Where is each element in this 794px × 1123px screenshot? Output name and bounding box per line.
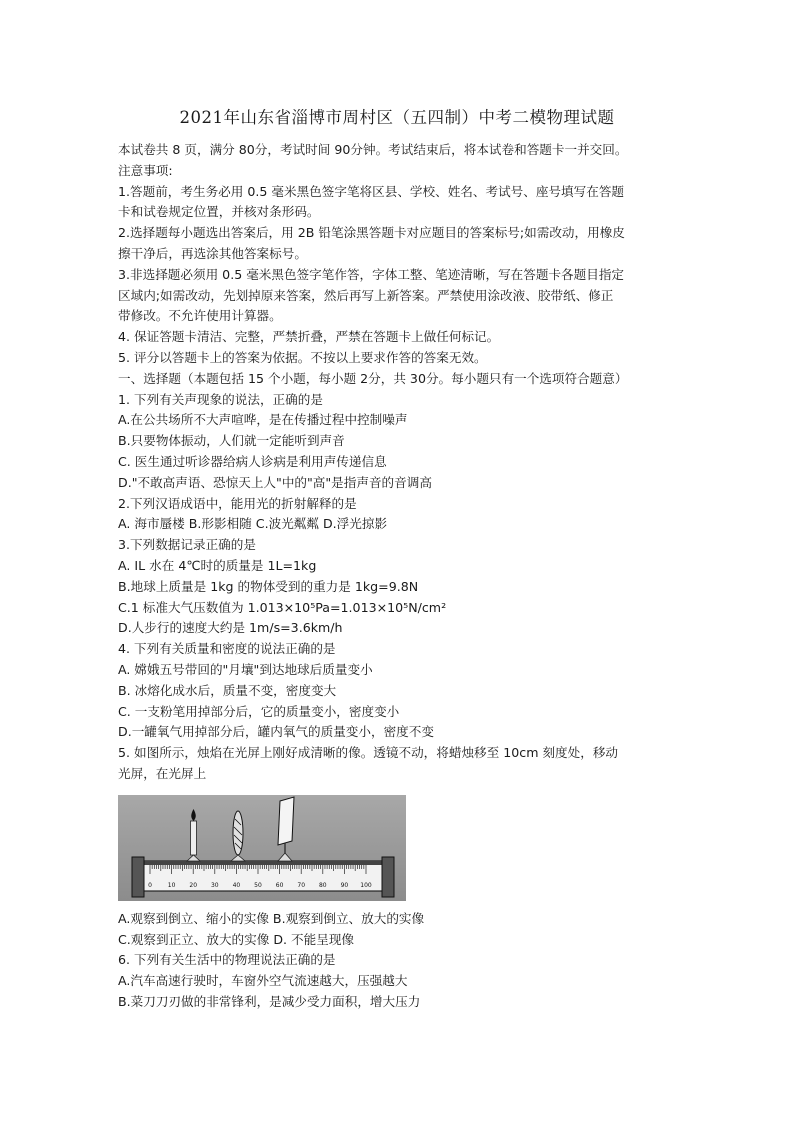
option-line: B.地球上质量是 1kg 的物体受到的重力是 1kg=9.8N [118, 578, 419, 594]
question-1: 1. 下列有关声现象的说法，正确的是 [118, 391, 323, 407]
option-line: A.在公共场所不大声喧哗，是在传播过程中控制噪声 [118, 412, 408, 428]
bench-right-support [382, 857, 394, 897]
scale-label: 10 [167, 881, 176, 889]
optical-bench-figure [118, 795, 406, 901]
question-5: 5. 如图所示，烛焰在光屏上刚好成清晰的像。透镜不动，将蜡烛移至 10cm 刻度处，移动 [118, 745, 619, 761]
text-line: 本试卷共 8 页，满分 80分，考试时间 90分钟。考试结束后，将本试卷和答题卡一并交回。 [118, 142, 628, 157]
text-line: 3.非选择题必须用 0.5 毫米黑色签字笔作答，字体工整、笔迹清晰，写在答题卡各题目指定 [118, 266, 625, 282]
bench-left-support [132, 857, 144, 897]
option-line: A. 嫦娥五号带回的"月壤"到达地球后质量变小 [118, 661, 373, 677]
question-4: 4. 下列有关质量和密度的说法正确的是 [118, 641, 336, 657]
section-heading: 一、选择题（本题包括 15 个小题，每小题 2分，共 30分。每小题只有一个选项符合题意） [118, 370, 628, 386]
text-line: 2.选择题每小题选出答案后，用 2B 铅笔涂黑答题卡对应题目的答案标号;如需改动，用橡皮 [118, 225, 625, 241]
option-line: A.观察到倒立、缩小的实像 B.观察到倒立、放大的实像 [118, 910, 425, 926]
option-line: C.1 标准大气压数值为 1.013×10⁵Pa=1.013×10⁵N/cm² [118, 599, 447, 615]
exam-title: 2021年山东省淄博市周村区（五四制）中考二模物理试题 [179, 108, 615, 127]
option-line: B.菜刀刀刃做的非常锋利，是减少受力面积，增大压力 [118, 993, 421, 1009]
option-line: A.汽车高速行驶时，车窗外空气流速越大，压强越大 [118, 973, 408, 989]
question-3: 3.下列数据记录正确的是 [118, 537, 256, 553]
bench-ruler [140, 861, 386, 891]
question-2: 2.下列汉语成语中，能用光的折射解释的是 [118, 495, 357, 511]
text-line: 1.答题前，考生务必用 0.5 毫米黑色签字笔将区县、学校、姓名、考试号、座号填写在答题 [118, 183, 625, 199]
scale-label: 100 [360, 881, 372, 889]
scale-label: 80 [318, 881, 327, 889]
text-line: 5. 评分以答题卡上的答案为依据。不按以上要求作答的答案无效。 [118, 349, 487, 365]
option-line: A. IL 水在 4℃时的质量是 1L=1kg [118, 557, 317, 573]
text-line: 4. 保证答题卡清洁、完整，严禁折叠，严禁在答题卡上做任何标记。 [118, 329, 500, 345]
scale-label: 70 [297, 881, 306, 889]
option-line: C. 医生通过听诊器给病人诊病是利用声传递信息 [118, 453, 387, 469]
option-line: B.只要物体振动，人们就一定能听到声音 [118, 433, 345, 449]
option-line: A. 海市蜃楼 B.形影相随 C.波光粼粼 D.浮光掠影 [118, 516, 388, 532]
scale-label: 20 [189, 881, 198, 889]
option-line: C.观察到正立、放大的实像 D. 不能呈现像 [118, 931, 355, 947]
scale-label: 40 [232, 881, 241, 889]
scale-label: 0 [148, 881, 152, 889]
text-line: 擦干净后，再选涂其他答案标号。 [118, 245, 307, 261]
text-line: 光屏，在光屏上 [118, 765, 207, 781]
text-line: 带修改。不允许使用计算器。 [118, 308, 282, 324]
optical-bench-drawing [118, 795, 406, 901]
text-line: 卡和试卷规定位置，并核对条形码。 [118, 204, 320, 220]
option-line: D."不敢高声语、恐惊天上人"中的"高"是指声音的音调高 [118, 474, 432, 490]
scale-label: 90 [340, 881, 349, 889]
question-6: 6. 下列有关生活中的物理说法正确的是 [118, 952, 336, 968]
bench-rail [140, 861, 386, 865]
exam-body [118, 140, 678, 1013]
option-line: B. 冰熔化成水后，质量不变，密度变大 [118, 682, 337, 698]
option-line: D.人步行的速度大约是 1m/s=3.6km/h [118, 620, 343, 636]
text-line: 区域内;如需改动，先划掉原来答案，然后再写上新答案。严禁使用涂改液、胶带纸、修正 [118, 287, 614, 303]
option-line: D.一罐氧气用掉部分后，罐内氧气的质量变小，密度不变 [118, 724, 434, 740]
scale-label: 60 [275, 881, 284, 889]
scale-label: 30 [210, 881, 219, 889]
text-line: 注意事项: [118, 162, 173, 178]
scale-label: 50 [254, 881, 262, 889]
option-line: C. 一支粉笔用掉部分后，它的质量变小，密度变小 [118, 703, 400, 719]
